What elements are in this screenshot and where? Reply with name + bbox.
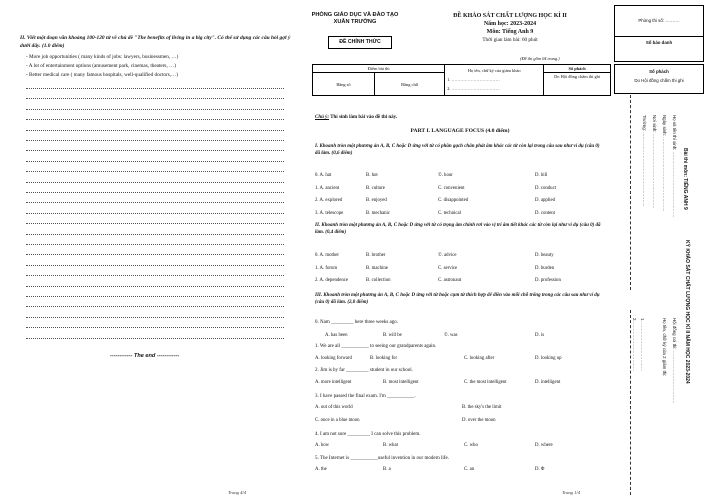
examiner-header: Họ tên, chữ ký của giám khảo [467,68,521,73]
writing-line[interactable] [26,317,284,318]
vertical-council[interactable]: Hội đồng coi thi: ……………………………… [672,318,677,404]
section1-option[interactable]: D. conduct [535,185,557,191]
cut-line-bottom [630,310,631,495]
page-number-right: Trang 1/4 [562,490,580,495]
section2-option[interactable]: B. collection [366,278,391,283]
section3-option[interactable]: C. the most intelligent [464,380,507,385]
section2-option[interactable]: D. beauty [535,253,554,258]
section3-option[interactable]: A. the [315,467,327,472]
code-box-label: Số phách [649,69,669,74]
score-digits[interactable]: Bằng số [313,73,375,96]
section2-option[interactable]: D. profession [535,278,561,283]
section2-option[interactable]: B. machine [366,265,388,271]
vertical-name[interactable]: Họ và tên thí sinh: ……………………………………… [672,115,677,218]
pages-note: (Đề thi gồm 04 trang.) [520,56,560,61]
section3-option[interactable]: C. once in a blue moon [315,418,360,423]
section3-option[interactable]: B. what [383,443,398,448]
section2-option[interactable]: 0. A. mother [315,253,339,258]
section1-option[interactable]: ©. hour [438,173,453,178]
subject: Môn: Tiếng Anh 9 [486,29,534,35]
section2-option[interactable]: C. astronaut [438,278,462,283]
school-year: Năm học: 2023-2024 [483,21,537,27]
writing-line[interactable] [26,265,284,266]
writing-line[interactable] [26,171,284,172]
code-note: Do Hội đồng chấm thi ghi [544,73,611,96]
end-marker: ------------ The end ------------ [110,353,180,359]
vertical-signature-2[interactable]: 2. …………………………… [632,318,637,372]
section3-heading: III. Khoanh tròn một phương án A, B, C hoặc D ứng với từ hoặc cụm từ thích hợp để điền vào mỗi chỗ trống trong các câu sau như ví dụ (câu 0) đã làm. (2,0 điểm) [315,293,600,306]
section1-option[interactable]: 0. A. hat [315,173,332,178]
writing-line[interactable] [26,244,284,245]
room-number-box[interactable]: Phòng thi số: ………. [614,5,704,37]
writing-line[interactable] [26,182,284,183]
writing-line[interactable] [26,150,284,151]
section1-option[interactable]: B. hot [366,173,378,178]
examiner-line-2[interactable]: 2. …………………………… [447,86,500,91]
exam-title-block [425,12,595,44]
suggestion-1: - More job opportunities ( many kinds of jobs: lawyers, businessmen, …) [26,54,179,60]
section1-heading: I. Khoanh tròn một phương án A, B, C hoặc D ứng với từ có phần gạch chân phát âm khác các từ còn lại trong câu sau như ví dụ (câu 0) đã làm. (0,6 điểm) [315,144,600,157]
writing-line[interactable] [26,119,284,120]
writing-line[interactable] [26,130,284,131]
instruction [315,114,605,121]
vertical-school[interactable]: Trường: …………………………………………… [642,115,647,207]
candidate-number-box[interactable]: Số báo danh [614,36,704,62]
section3-option[interactable]: C. looking after [464,356,495,361]
section3-option[interactable]: D. intelligent [535,380,561,385]
writing-line[interactable] [26,192,284,193]
code-box [614,64,704,94]
section2-option[interactable]: 1. A. forum [315,265,338,271]
section1-option[interactable]: C. convenient [438,185,465,191]
exam-title: ĐỀ KHẢO SÁT CHẤT LƯỢNG HỌC KÌ II [453,13,567,19]
section1-option[interactable]: B. culture [366,185,385,191]
section2-option[interactable]: 2. A. dependence [315,278,349,283]
section1-option[interactable]: 3. A. telescope [315,210,344,216]
section3-option[interactable]: ©. was [444,333,458,338]
code-header: Số phách [544,65,611,73]
section2-option[interactable]: C. service [438,265,458,271]
code-box-note: Do Hội đồng chấm thi ghi [634,78,684,83]
section2-heading: II. Khoanh tròn một phương án A, B, C hoặc D ứng với từ có trọng âm chính rơi vào vị trí âm tiết khác các từ còn lại như ví dụ (câu 0) đã làm. (0,4 điểm) [315,223,601,236]
part1-title: PART I. LANGUAGE FOCUS (4.0 điểm) [410,128,510,134]
section3-question-stem: 2. Jim is by far _________ student in our school. [315,368,413,373]
writing-line[interactable] [26,286,284,287]
section3-option[interactable]: A. how [315,443,330,448]
section2-option[interactable]: D. burden [535,265,555,271]
section3-option[interactable]: B. looking for [370,356,398,361]
section3-option[interactable]: D. looking up [535,356,562,361]
section3-question-stem: 4. I am not sure _________ I can solve this problem. [315,432,421,437]
vertical-dob[interactable]: Ngày sinh: …………………………………………… [662,115,667,212]
section1-option[interactable]: 2. A. explored [315,198,343,203]
section1-option[interactable]: B. enjoyed [366,198,387,203]
vertical-title: KỲ KHẢO SÁT CHẤT LƯỢNG HỌC KÌ II NĂM HỌC 2023-2024 [684,240,690,384]
suggestion-2: - A lot of entertainment options (amusement park, cinemas, theaters, …) [26,63,176,69]
section3-question-stem: 1. We are all ___________ to seeing our grandparents again. [315,344,437,349]
writing-line[interactable] [26,296,284,297]
section2-option[interactable]: B. brother [366,253,386,258]
vertical-signature-1[interactable]: 1. …………………………… [640,318,645,372]
section3-option[interactable]: D. is [535,333,545,338]
cut-line-top [630,95,631,290]
page-number-left: Trang 4/4 [228,490,246,495]
writing-line[interactable] [26,98,284,99]
section1-option[interactable]: B. mechanic [366,210,390,216]
section3-option[interactable]: C. an [464,467,475,472]
vertical-supervisors: Họ tên, chữ ký của 2 giám thị: [662,318,667,377]
score-table [312,64,611,96]
writing-line[interactable] [26,254,284,255]
section1-option[interactable]: C. disappointed [438,198,469,203]
section3-option[interactable]: B. most intelligent [383,380,419,385]
score-header: Điểm bài thi [313,65,445,73]
writing-line[interactable] [26,327,284,328]
vertical-place[interactable]: Nơi sinh: …………………………………………… [652,115,657,209]
section3-question-stem: 3. I have passed the final exam. I'm ___________. [315,394,416,399]
writing-line[interactable] [26,234,284,235]
writing-line[interactable] [26,223,284,224]
writing-line[interactable] [26,213,284,214]
writing-line[interactable] [26,275,284,276]
section3-question-stem: 0. Nam _________ here three weeks ago. [315,320,399,325]
section3-option[interactable]: C. who [464,443,478,448]
examiner-line-1[interactable]: 1. …………………………… [447,77,500,82]
section3-option[interactable]: A. out of this world [315,405,353,410]
section1-option[interactable]: D. hill [535,173,548,178]
writing-line[interactable] [26,140,284,141]
section3-option[interactable]: A. has been [325,333,348,338]
section2-option[interactable]: ©. advice [438,253,457,258]
section3-question-stem: 5. The Internet is ___________useful invention in our modern life. [315,456,449,461]
writing-line[interactable] [26,202,284,203]
section3-option[interactable]: B. the sky's the limit [462,405,502,410]
section3-option[interactable]: B. a [383,467,391,472]
writing-line[interactable] [26,338,284,339]
section3-option[interactable]: B. will be [383,333,402,338]
writing-line[interactable] [26,109,284,110]
section1-option[interactable]: 1. A. ancient [315,185,340,191]
examiner-cell[interactable] [445,65,544,96]
section1-option[interactable]: D. applied [535,198,555,203]
instruction-label: Chú ý: [315,115,330,120]
section1-option[interactable]: D. content [535,210,555,216]
official-label: ĐỀ CHÍNH THỨC [328,36,392,49]
section1-option[interactable]: C. technical [438,210,461,216]
writing-line[interactable] [26,161,284,162]
section3-option[interactable]: D. where [535,443,553,448]
vertical-subject: Bài thi môn: TIẾNG ANH 9 [682,148,688,210]
exam-time: Thời gian làm bài: 60 phút [482,37,538,43]
section3-option[interactable]: A. looking forward [315,356,352,361]
section3-option[interactable]: D. over the moon [462,418,496,423]
department-name: PHÒNG GIÁO DỤC VÀ ĐÀO TẠO XUÂN TRƯỜNG [311,12,399,25]
writing-question: II. Viết một đoạn văn khoảng 100-120 từ về chủ đề "The benefits of living in a big city". Có thể sử dụng các câu hỏi gợi ý dưới đây. (1.0 điểm) [20,35,291,49]
writing-line[interactable] [26,306,284,307]
section3-option[interactable]: D. Φ [535,467,545,472]
writing-line[interactable] [26,88,284,89]
score-words[interactable]: Bằng chữ [374,73,444,96]
section3-option[interactable]: A. more intelligent [315,380,352,385]
suggestion-3: - Better medical care ( many famous hospitals, well-qualified doctors,…) [26,72,178,78]
instruction-text: Thí sinh làm bài vào đề thi này. [329,115,398,120]
